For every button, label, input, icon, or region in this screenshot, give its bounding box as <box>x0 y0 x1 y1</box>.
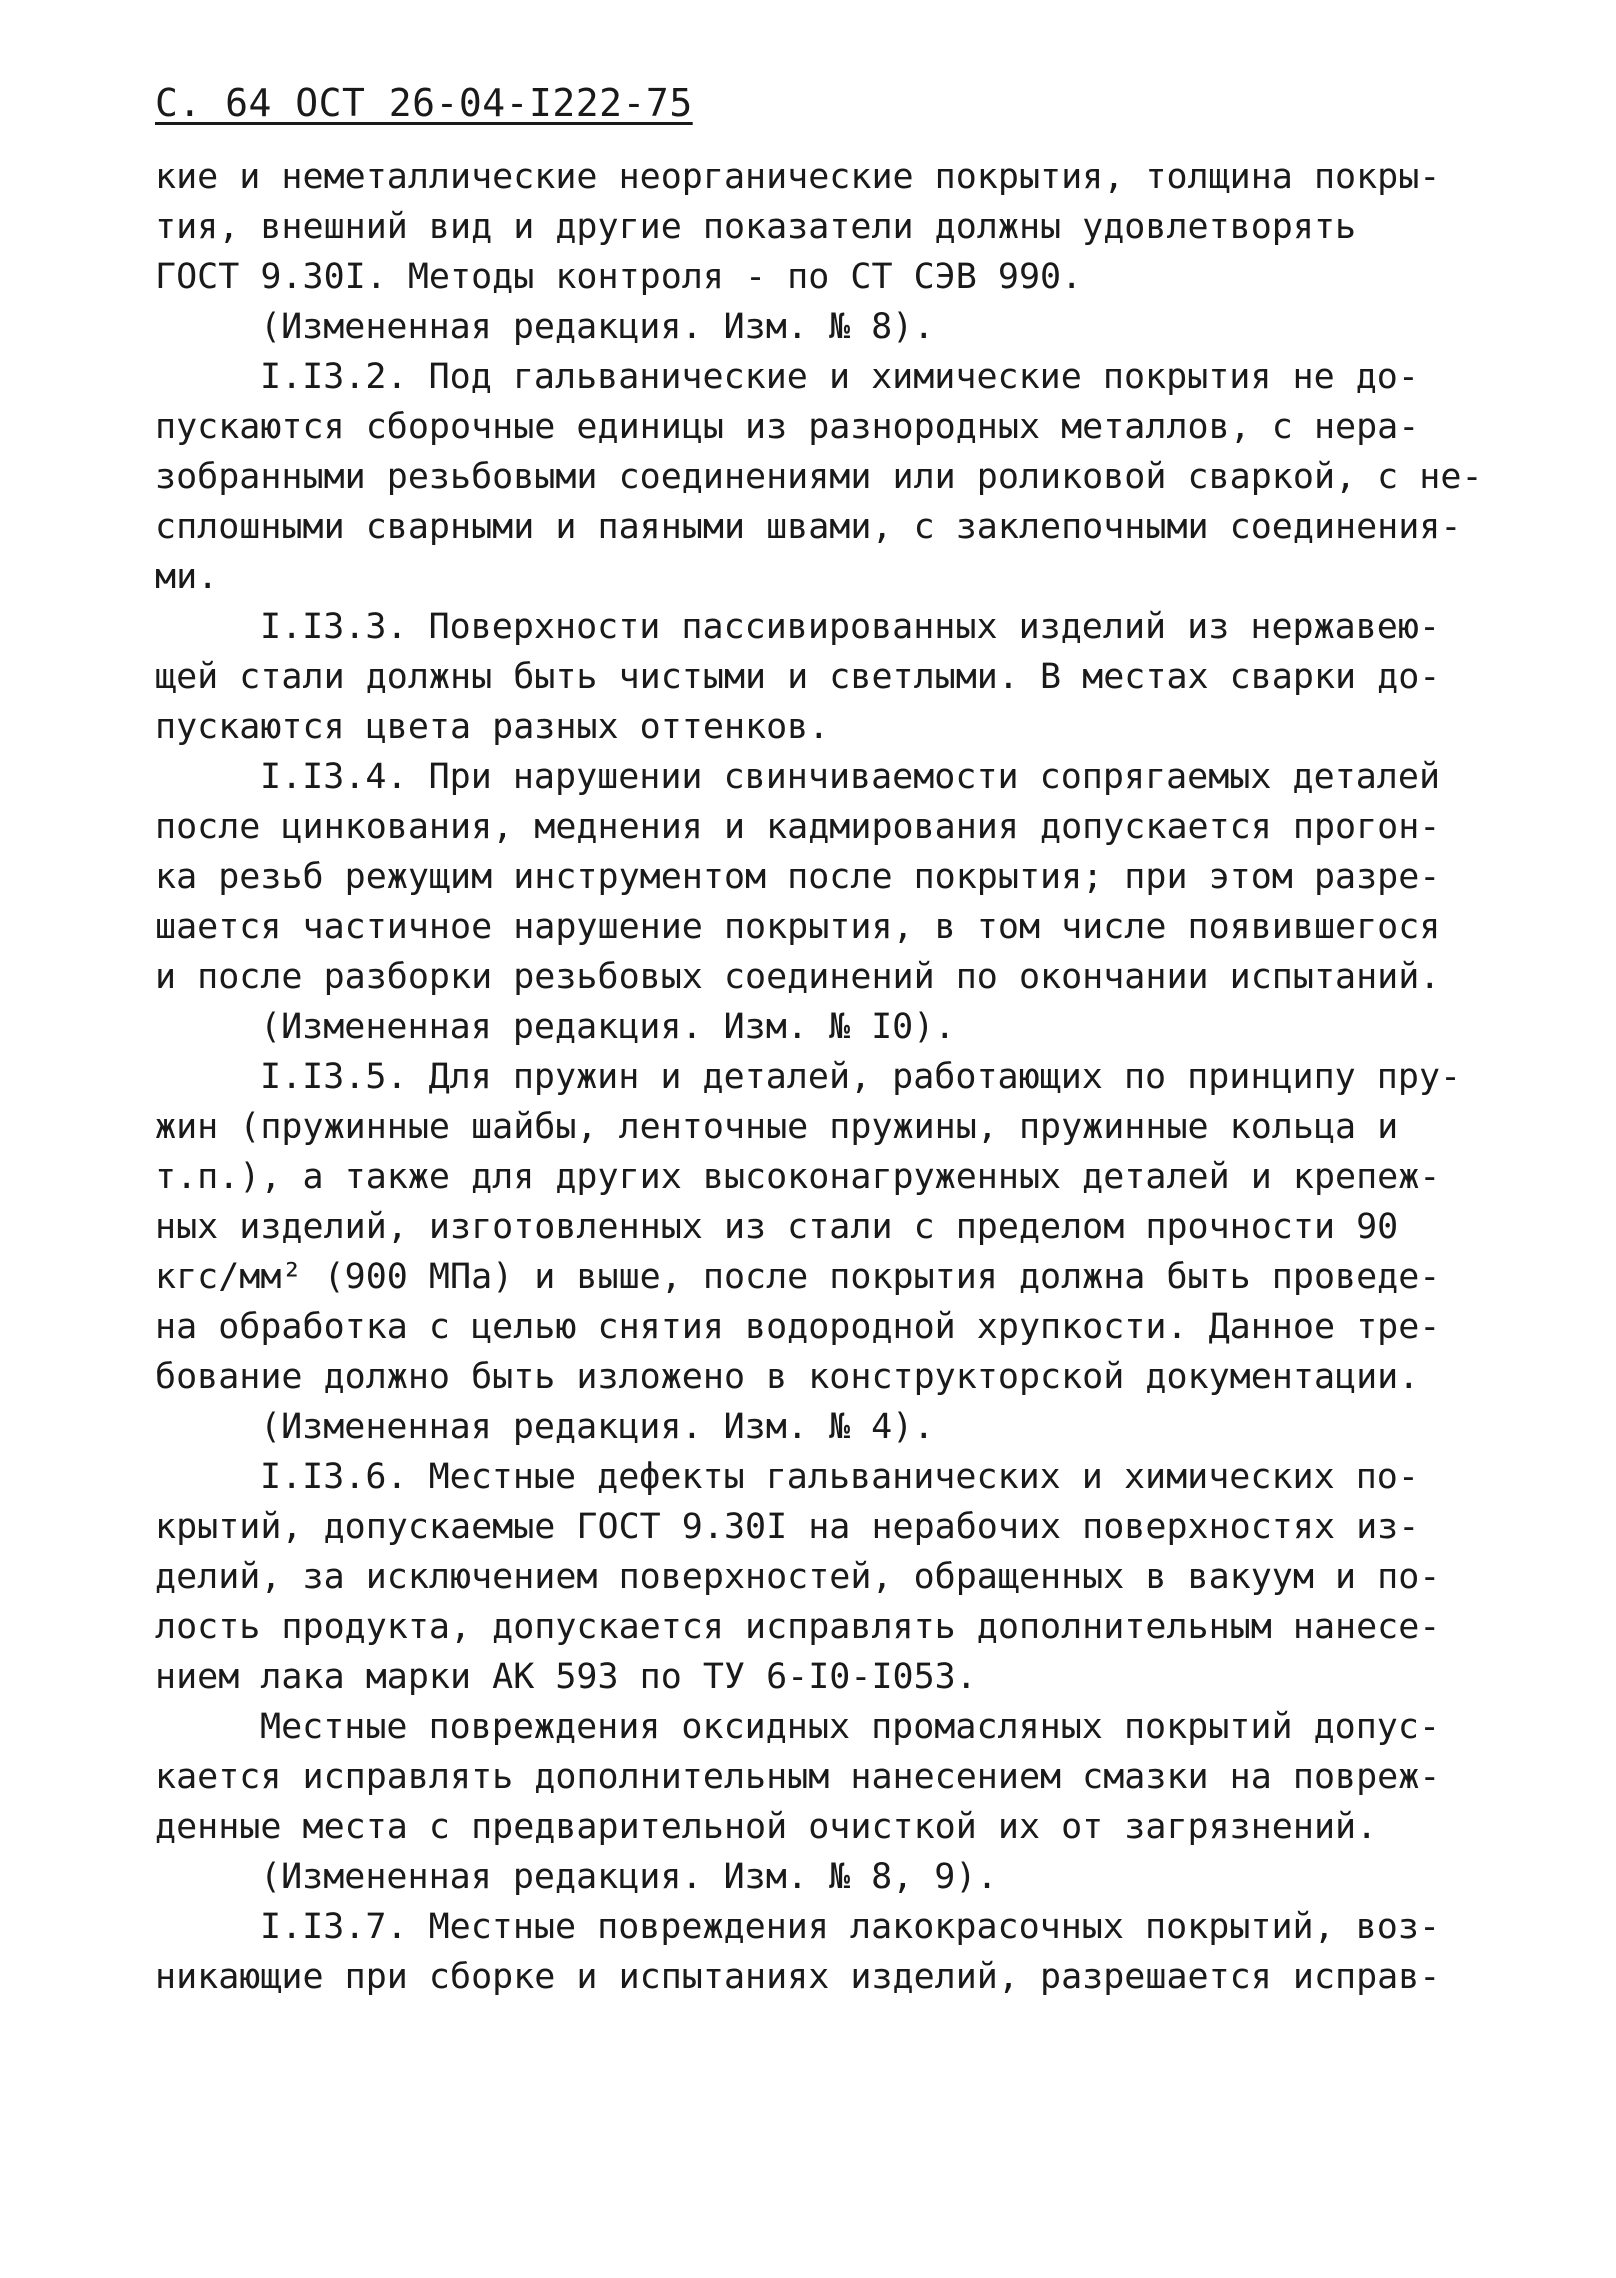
page-header: С. 64 ОСТ 26-04-I222-75 <box>155 81 693 125</box>
text-line: Местные повреждения оксидных промасляных покрытий допус- <box>260 1707 1441 1747</box>
text-line: т.п.), а также для других высоконагруженных деталей и крепеж- <box>155 1157 1441 1197</box>
text-line: крытий, допускаемые ГОСТ 9.30I на нерабочих поверхностях из- <box>155 1507 1420 1547</box>
text-line: I.I3.5. Для пружин и деталей, работающих по принципу пру- <box>260 1057 1462 1097</box>
text-line: тия, внешний вид и другие показатели должны удовлетворять <box>155 207 1357 247</box>
text-line: (Измененная редакция. Изм. № I0). <box>260 1007 956 1047</box>
text-line: денные места с предварительной очисткой их от загрязнений. <box>155 1807 1378 1847</box>
text-line: нием лака марки АК 593 по ТУ 6-I0-I053. <box>155 1657 977 1697</box>
text-line: на обработка с целью снятия водородной хрупкости. Данное тре- <box>155 1307 1441 1347</box>
text-line: кается исправлять дополнительным нанесением смазки на повреж- <box>155 1757 1441 1797</box>
text-line: щей стали должны быть чистыми и светлыми. В местах сварки до- <box>155 657 1441 697</box>
text-line: (Измененная редакция. Изм. № 8, 9). <box>260 1857 998 1897</box>
text-line: (Измененная редакция. Изм. № 4). <box>260 1407 935 1447</box>
text-line: пускаются сборочные единицы из разнородных металлов, с нера- <box>155 407 1420 447</box>
text-line: зобранными резьбовыми соединениями или роликовой сваркой, с не- <box>155 457 1483 497</box>
text-line: жин (пружинные шайбы, ленточные пружины, пружинные кольца и <box>155 1107 1399 1147</box>
text-line: I.I3.3. Поверхности пассивированных изделий из нержавею- <box>260 607 1441 647</box>
text-line: после цинкования, меднения и кадмирования допускается прогон- <box>155 807 1441 847</box>
text-line: пускаются цвета разных оттенков. <box>155 707 830 747</box>
text-line: ка резьб режущим инструментом после покрытия; при этом разре- <box>155 857 1441 897</box>
text-line: кие и неметаллические неорганические покрытия, толщина покры- <box>155 157 1441 197</box>
text-line: и после разборки резьбовых соединений по окончании испытаний. <box>155 957 1441 997</box>
text-line: I.I3.7. Местные повреждения лакокрасочных покрытий, воз- <box>260 1907 1441 1947</box>
text-line: I.I3.6. Местные дефекты гальванических и химических по- <box>260 1457 1419 1497</box>
text-line: (Измененная редакция. Изм. № 8). <box>260 307 935 347</box>
body-text <box>155 152 1483 2002</box>
text-line: бование должно быть изложено в конструкторской документации. <box>155 1357 1420 1397</box>
text-line: I.I3.2. Под гальванические и химические покрытия не до- <box>260 357 1419 397</box>
text-line: I.I3.4. При нарушении свинчиваемости сопрягаемых деталей <box>260 757 1441 797</box>
text-line: шается частичное нарушение покрытия, в том числе появившегося <box>155 907 1441 947</box>
text-line: никающие при сборке и испытаниях изделий, разрешается исправ- <box>155 1957 1441 1997</box>
text-line: ГОСТ 9.30I. Методы контроля - по СТ СЭВ 990. <box>155 257 1083 297</box>
text-line: ных изделий, изготовленных из стали с пределом прочности 90 <box>155 1207 1399 1247</box>
text-line: лость продукта, допускается исправлять дополнительным нанесе- <box>155 1607 1441 1647</box>
text-line: кгс/мм² (900 МПа) и выше, после покрытия должна быть проведе- <box>155 1257 1441 1297</box>
text-line: ми. <box>155 557 219 597</box>
text-line: делий, за исключением поверхностей, обращенных в вакуум и по- <box>155 1557 1441 1597</box>
text-line: сплошными сварными и паяными швами, с заклепочными соединения- <box>155 507 1462 547</box>
